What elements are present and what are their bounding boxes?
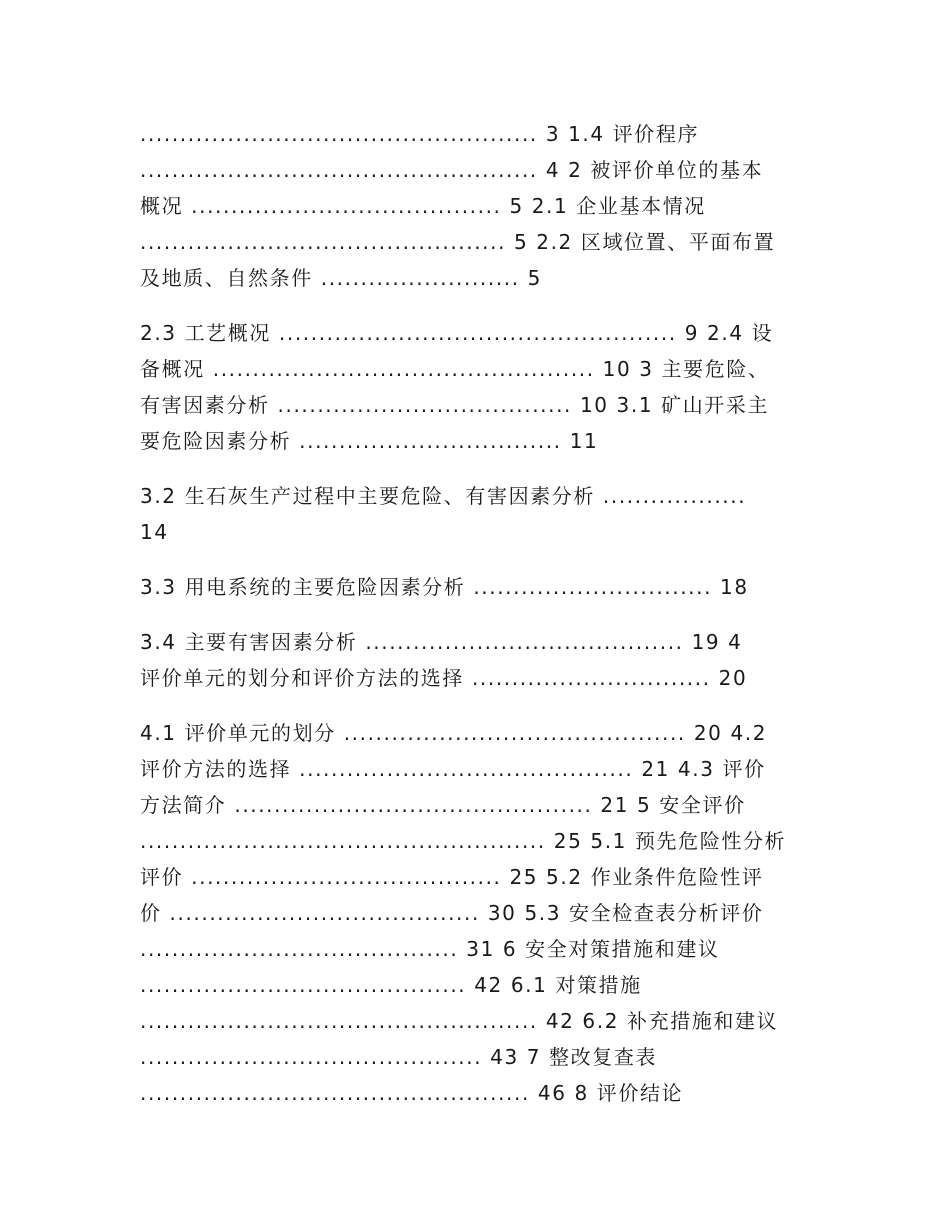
toc-line: ................................................... 25 5.1 预先危险性分析 [140,829,787,853]
toc-line: 有害因素分析 ..................................... 10 3.1 矿山开采主 [140,393,770,417]
toc-paragraph-2 [140,315,820,459]
toc-line: 3.4 主要有害因素分析 ........................................ 19 4 [140,630,743,654]
toc-line: 要危险因素分析 ................................. 11 [140,429,599,453]
toc-line: ........................................ 31 6 安全对策措施和建议 [140,937,720,961]
toc-line: 评价 ....................................... 25 5.2 作业条件危险性评 [140,865,764,889]
toc-paragraph-6 [140,715,820,1111]
toc-line: ......................................... 42 6.1 对策措施 [140,973,642,997]
toc-line: 备概况 ................................................ 10 3 主要危险、 [140,357,770,381]
toc-line: 3.2 生石灰生产过程中主要危险、有害因素分析 .................. [140,484,747,508]
toc-line: ........................................... 43 7 整改复查表 [140,1045,658,1069]
toc-line: 14 [140,520,169,544]
toc-paragraph-1 [140,116,820,296]
toc-line: 3.3 用电系统的主要危险因素分析 .............................. 18 [140,575,749,599]
toc-line: .............................................. 5 2.2 区域位置、平面布置 [140,230,776,254]
toc-line: .................................................. 42 6.2 补充措施和建议 [140,1009,779,1033]
toc-line: 方法简介 ............................................. 21 5 安全评价 [140,793,746,817]
toc-line: ................................................. 46 8 评价结论 [140,1081,684,1105]
toc-line: .................................................. 3 1.4 评价程序 [140,122,700,146]
toc-line: 价 ....................................... 30 5.3 安全检查表分析评价 [140,901,764,925]
toc-line: 概况 ....................................... 5 2.1 企业基本情况 [140,194,706,218]
toc-paragraph-3 [140,478,820,550]
toc-line: 2.3 工艺概况 .................................................. 9 2.4 设 [140,321,774,345]
toc-paragraph-4 [140,569,820,605]
table-of-contents [140,116,820,1111]
toc-line: 评价单元的划分和评价方法的选择 .............................. 20 [140,666,748,690]
toc-line: 及地质、自然条件 ......................... 5 [140,266,542,290]
toc-line: .................................................. 4 2 被评价单位的基本 [140,158,764,182]
toc-paragraph-5 [140,624,820,696]
toc-line: 评价方法的选择 .......................................... 21 4.3 评价 [140,757,766,781]
toc-line: 4.1 评价单元的划分 ........................................... 20 4.2 [140,721,768,745]
